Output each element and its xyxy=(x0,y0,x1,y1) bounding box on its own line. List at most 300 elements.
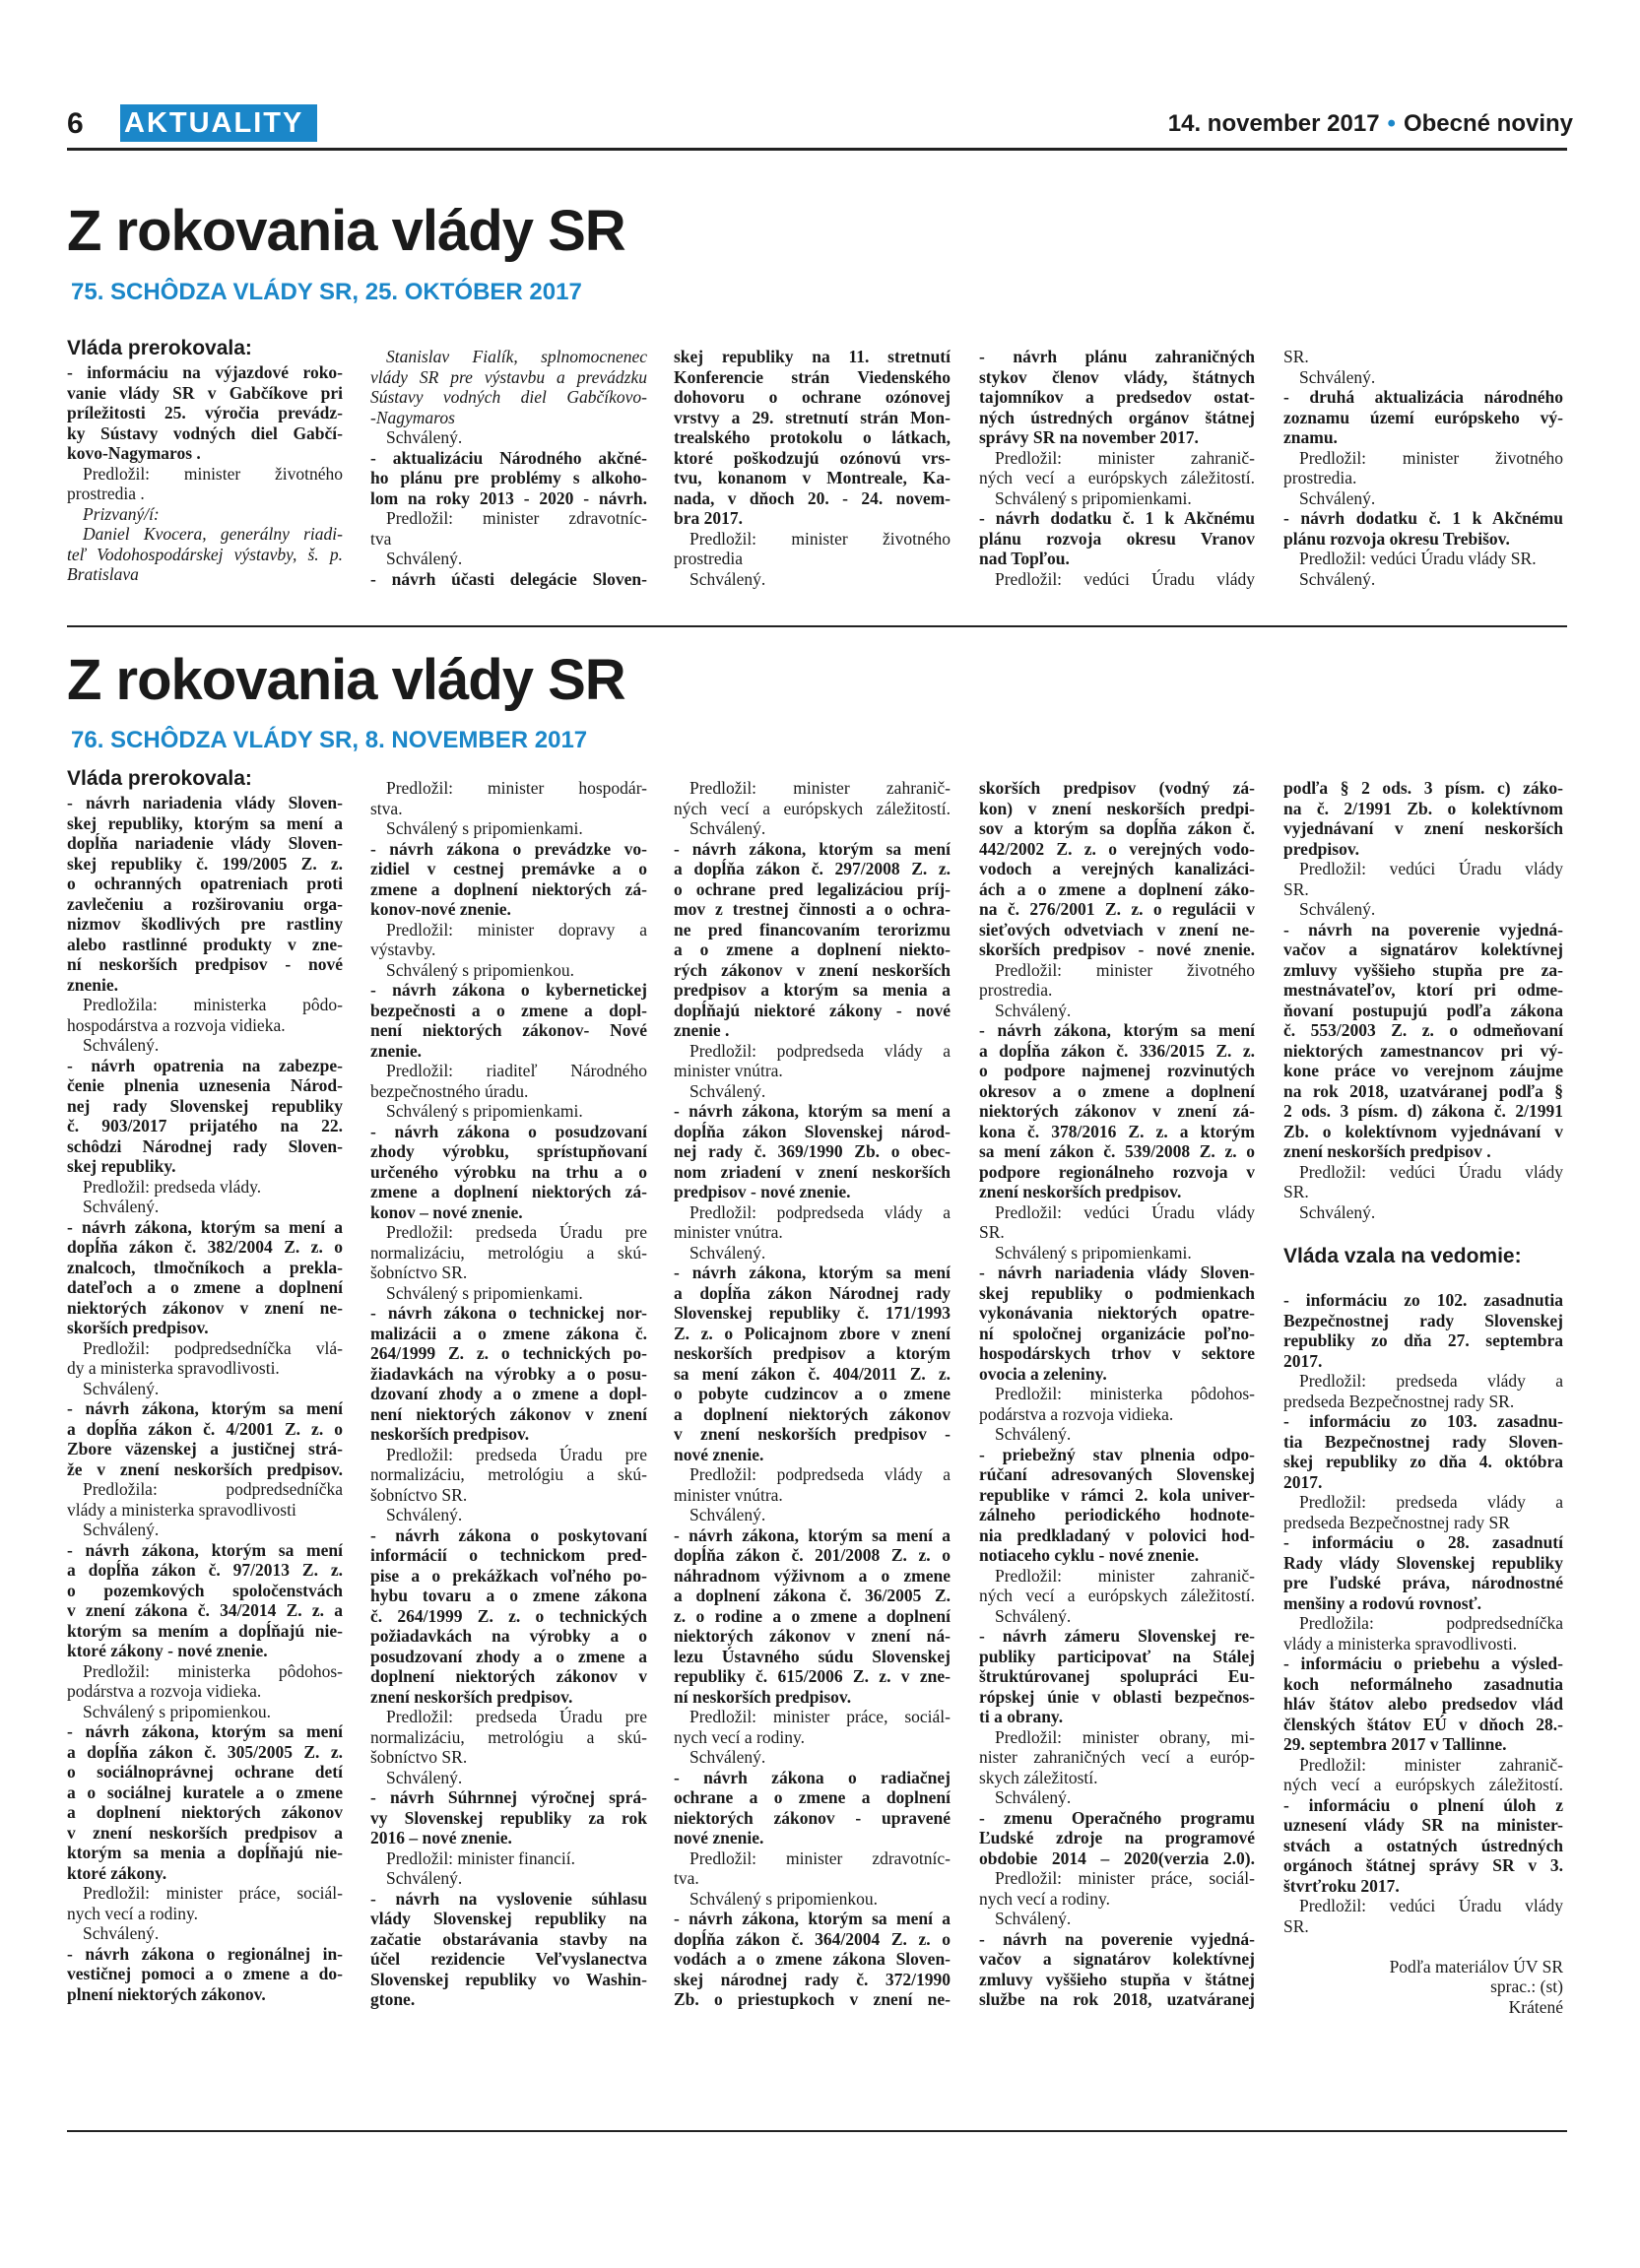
text-line: - zmenu Operačného programu xyxy=(979,1807,1255,1828)
text-line: ktoré zákony. xyxy=(67,1862,167,1883)
text-line: Schválený. xyxy=(386,1505,463,1524)
text-line: Predložil: vedúci Úradu vlády xyxy=(995,568,1255,589)
text-line: notiaceho cyklu - nové znenie. xyxy=(979,1545,1200,1565)
text-line: predpisov a ktorým sa menia a xyxy=(674,980,951,1000)
text-line: ných vecí a európskych záležitostí. xyxy=(979,1586,1255,1605)
text-line: - informáciu o priebehu a výsled- xyxy=(1283,1653,1563,1673)
article-2-col-4 xyxy=(979,778,1255,2010)
text-line: Predložil: minister hospodár- xyxy=(386,778,647,798)
text-line: - návrh na poverenie vyjedná- xyxy=(1283,919,1563,940)
text-line: Predložil: predseda Úradu pre xyxy=(386,1707,647,1726)
text-line: nych vecí a rodiny. xyxy=(674,1726,805,1747)
text-line: Schválený. xyxy=(386,427,463,447)
text-line: - informáciu zo 103. zasadnu- xyxy=(1283,1411,1563,1431)
text-line: SR. xyxy=(1283,1182,1309,1201)
text-line: vlády SR pre výstavbu a prevádzku xyxy=(370,366,647,387)
section-label: AKTUALITY xyxy=(120,104,317,142)
text-line: Schválený. xyxy=(995,1605,1072,1626)
text-line: skorších predpisov - nové znenie. xyxy=(979,940,1255,959)
text-line: Predložil: minister zahranič- xyxy=(1299,1754,1563,1775)
text-line: Schválený. xyxy=(689,818,766,838)
text-line: znení neskorších predpisov . xyxy=(1283,1141,1491,1161)
text-line: skej národnej rady č. 372/1990 xyxy=(674,1969,951,1989)
text-line: plánu rozvoja okresu Trebišov. xyxy=(1283,528,1510,549)
text-line: vodách a o zmene zákona Sloven- xyxy=(674,1949,951,1969)
article-2-col-1 xyxy=(67,765,343,2004)
text-line: - návrh nariadenia vlády Sloven- xyxy=(67,793,343,812)
text-line: konov – nové znenie. xyxy=(370,1201,523,1222)
text-line: Schválený. xyxy=(83,1197,160,1216)
text-line: malizácii a o zmene zákona č. xyxy=(370,1323,647,1343)
text-line: lezu Ústavného súdu Slovenskej xyxy=(674,1646,951,1666)
text-line: Schválený. xyxy=(689,1080,766,1101)
text-line: neskorších predpisov. xyxy=(370,1424,530,1444)
text-line: - aktualizáciu Národného akčné- xyxy=(370,447,647,468)
article-1-col-1 xyxy=(67,335,343,585)
text-line: Predložila: podpredsedníčka xyxy=(1299,1613,1563,1633)
text-line: niektorých zamestnancov pri vý- xyxy=(1283,1040,1563,1061)
text-line xyxy=(1283,1222,1563,1243)
text-line: Schválený. xyxy=(83,1923,160,1943)
text-line: Predložil: riaditeľ Národného xyxy=(386,1061,647,1080)
text-line: Predložil: predseda Úradu pre xyxy=(386,1222,647,1242)
text-line: skych záležitostí. xyxy=(979,1767,1098,1787)
text-line: - informáciu o 28. zasadnutí xyxy=(1283,1532,1563,1552)
text-line: není niektorých zákonov- Nové xyxy=(370,1020,647,1040)
text-line: a dopĺňa zákon Národnej rady xyxy=(674,1282,951,1303)
text-line: že v znení neskorších predpisov. xyxy=(67,1458,343,1479)
text-line: Predložil: minister životného xyxy=(1299,447,1563,468)
text-line: predpisov - nové znenie. xyxy=(674,1182,851,1201)
text-line: Stanislav Fialík, splnomocnenec xyxy=(386,347,647,366)
text-line: zmene a doplnení niektorých zá- xyxy=(370,878,647,899)
text-line: Schválený. xyxy=(83,1520,160,1539)
text-line: Predložil: minister práce, sociál- xyxy=(83,1883,343,1903)
text-line: Predložil: vedúci Úradu vlády xyxy=(1299,1896,1563,1915)
text-line: Ľudské zdroje na programové xyxy=(979,1828,1255,1847)
text-line: - návrh opatrenia na zabezpe- xyxy=(67,1055,343,1075)
text-line: 2017. xyxy=(1283,1471,1323,1492)
text-line: zavlečeniu a rozširovaniu orga- xyxy=(67,893,343,914)
text-line: orgánoch štátnej správy SR v 3. xyxy=(1283,1855,1563,1875)
text-line: nad Topľou. xyxy=(979,549,1070,568)
text-line: vodoch a verejných kanalizáci- xyxy=(979,859,1255,878)
text-line: ti a obrany. xyxy=(979,1707,1064,1726)
text-line: Schválený s pripomienkou. xyxy=(689,1888,879,1909)
text-line: znení neskorších predpisov. xyxy=(979,1182,1182,1201)
text-line: na č. 276/2001 Z. z. o regulácii v xyxy=(979,899,1255,919)
text-line: vačov a signatárov kolektívnej xyxy=(979,1949,1255,1969)
text-line: ní spoločnej organizácie poľno- xyxy=(979,1323,1255,1343)
text-line: SR. xyxy=(1283,347,1309,366)
text-line: - návrh na vyslovenie súhlasu xyxy=(370,1888,647,1909)
text-line: vlády Slovenskej republiky na xyxy=(370,1909,647,1928)
text-line: Schválený. xyxy=(995,1909,1072,1928)
text-line: správy SR na november 2017. xyxy=(979,427,1199,447)
text-line: Predložil: podpredsedníčka vlá- xyxy=(83,1337,343,1358)
text-line: Predložil: minister práce, sociál- xyxy=(689,1707,951,1726)
text-line: není niektorých zákonov v znení xyxy=(370,1403,647,1424)
text-line: Predložil: minister financií. xyxy=(386,1847,575,1868)
text-line: Schválený s pripomienkami. xyxy=(995,487,1192,508)
text-line: znení neskorších predpisov. xyxy=(370,1686,573,1707)
text-line: ne pred financovaním terorizmu xyxy=(674,919,951,940)
text-line: nizmov škodlivých pre rastliny xyxy=(67,914,343,934)
text-line: Predložil: ministerka pôdohos- xyxy=(83,1660,343,1681)
text-line: určeného výrobku na trhu a o xyxy=(370,1161,647,1182)
text-line: republike v rámci 2. kola univer- xyxy=(979,1484,1255,1505)
text-line: Schválený s pripomienkami. xyxy=(386,818,583,838)
text-line: tia Bezpečnostnej rady Sloven- xyxy=(1283,1431,1563,1452)
text-line: a doplnení niektorých zákonov xyxy=(674,1403,951,1424)
text-line: znenie . xyxy=(674,1020,730,1040)
text-line: Slovenskej republiky č. 171/1993 xyxy=(674,1303,951,1323)
text-line: Schválený. xyxy=(386,549,463,568)
text-line: skej republiky, ktorým sa mení a xyxy=(67,812,343,833)
text-line: zoznamu území európskeho vý- xyxy=(1283,407,1563,427)
column-heading: Vláda prerokovala: xyxy=(67,337,252,359)
text-line: Schválený. xyxy=(386,1767,463,1787)
text-line: mov z trestnej činnosti a o ochra- xyxy=(674,899,951,919)
text-line: Podľa materiálov ÚV SR xyxy=(1389,1956,1563,1976)
text-line: - návrh zákona o radiačnej xyxy=(674,1767,951,1787)
text-line: doplnení niektorých zákonov v xyxy=(370,1666,647,1686)
text-line: sprac.: (st) xyxy=(1490,1976,1563,1996)
text-line: Schválený. xyxy=(1299,1201,1376,1222)
text-line: vykonávania niektorých opatre- xyxy=(979,1303,1255,1323)
text-line: Predložil: predseda vlády. xyxy=(83,1176,262,1197)
text-line: Predložil: minister obrany, mi- xyxy=(995,1726,1255,1747)
text-line: a dopĺňa zákon č. 4/2001 Z. z. o xyxy=(67,1418,343,1439)
text-line: a dopĺňa zákon č. 336/2015 Z. z. xyxy=(979,1040,1255,1061)
text-line: hospodárskych trhov v sektore xyxy=(979,1343,1255,1363)
text-line: - druhá aktualizácia národného xyxy=(1283,387,1563,407)
text-line: ných ústredných orgánov štátnej xyxy=(979,407,1255,427)
text-line: - návrh dodatku č. 1 k Akčnému xyxy=(979,508,1255,528)
text-line: skej republiky zo dňa 4. októbra xyxy=(1283,1452,1563,1471)
text-line: znalcoch, tlmočníkoch a prekla- xyxy=(67,1257,343,1277)
text-line: - návrh účasti delegácie Sloven- xyxy=(370,568,647,589)
text-line: Predložil: minister životného xyxy=(83,463,343,484)
text-line: 2 ods. 3 písm. d) zákona č. 2/1991 xyxy=(1283,1101,1563,1121)
text-line: Predložil: minister životného xyxy=(689,528,951,549)
text-line: pre ľudské práva, národnostné xyxy=(1283,1573,1563,1592)
text-line: - informáciu zo 102. zasadnutia xyxy=(1283,1290,1563,1310)
text-line: Schválený s pripomienkou. xyxy=(83,1701,272,1721)
text-line: Predložil: ministerka pôdohos- xyxy=(995,1384,1255,1403)
text-line: sieťových odvetviach v znení ne- xyxy=(979,919,1255,940)
text-line: Predložil: predseda vlády a xyxy=(1299,1492,1563,1512)
text-line: zmene a doplnení niektorých zá- xyxy=(370,1182,647,1201)
text-line: Predložil: podpredseda vlády a xyxy=(689,1201,951,1222)
text-line: Schválený. xyxy=(995,1424,1072,1444)
text-line: Konferencie strán Viedenského xyxy=(674,366,951,387)
text-line: ných vecí a európskych záležitostí. xyxy=(1283,1775,1563,1794)
text-line: výstavby. xyxy=(370,940,436,959)
text-line: vestičnej pomoci a o zmene a do- xyxy=(67,1964,343,1983)
text-line: nia predkladaný v polovici hod- xyxy=(979,1524,1255,1545)
separator-dot: • xyxy=(1387,110,1396,137)
text-line: ky Sústavy vodných diel Gabčí- xyxy=(67,422,343,443)
text-line: požiadavkách na výrobky a o xyxy=(370,1626,647,1646)
text-line: Predložil: minister dopravy a xyxy=(386,919,647,940)
text-line: nové znenie. xyxy=(674,1444,764,1464)
text-line: - informáciu na výjazdové roko- xyxy=(67,362,343,382)
text-line: Predložil: podpredseda vlády a xyxy=(689,1464,951,1484)
text-line: rópskej únie v oblasti bezpečnos- xyxy=(979,1686,1255,1707)
text-line: o ochrane pred legalizáciou príj- xyxy=(674,878,951,899)
text-line: podárstva a rozvoja vidieka. xyxy=(979,1403,1174,1424)
publication-name: Obecné noviny xyxy=(1403,110,1573,137)
text-line: normalizáciu, metrológiu a skú- xyxy=(370,1242,647,1263)
text-line: vy Slovenskej republiky za rok xyxy=(370,1807,647,1828)
text-line: Z. z. o Policajnom zbore v znení xyxy=(674,1323,951,1343)
text-line: Predložil: minister zdravotníc- xyxy=(386,508,647,528)
text-line: plánu rozvoja okresu Vranov xyxy=(979,528,1255,549)
text-line: zmluvy vyššieho stupňa v štátnej xyxy=(979,1969,1255,1989)
text-line: Rady vlády Slovenskej republiky xyxy=(1283,1552,1563,1573)
text-line: republiky č. 615/2006 Z. z. v zne- xyxy=(674,1666,951,1686)
text-line: mestnávateľov, ktorí pri odme- xyxy=(1283,980,1563,1000)
text-line: Schválený s pripomienkami. xyxy=(995,1242,1192,1263)
text-line: ktorým sa menia a dopĺňajú nie- xyxy=(67,1843,343,1862)
text-line: 2016 – nové znenie. xyxy=(370,1828,512,1847)
text-line: Schválený. xyxy=(1299,899,1376,919)
text-line: prostredia . xyxy=(67,484,145,503)
text-line: o sociálnoprávnej ochrane detí xyxy=(67,1762,343,1782)
text-line: a o sociálnej kuratele a o zmene xyxy=(67,1782,343,1802)
text-line: hláv štátov alebo predsedov vlád xyxy=(1283,1694,1563,1714)
text-line: - návrh zákona, ktorým sa mení a xyxy=(67,1216,343,1237)
text-line: Predložil: vedúci Úradu vlády xyxy=(995,1201,1255,1222)
text-line: na rok 2018, uzatváranej podľa § xyxy=(1283,1080,1563,1101)
text-line: tva xyxy=(370,528,392,549)
text-line: Schválený. xyxy=(689,1747,766,1767)
text-line: v znení zákona č. 34/2014 Z. z. a xyxy=(67,1600,343,1620)
text-line: Zb. o priestupkoch v znení ne- xyxy=(674,1989,951,2009)
text-line: - návrh dodatku č. 1 k Akčnému xyxy=(1283,508,1563,528)
text-line: a doplnení niektorých zákonov xyxy=(67,1802,343,1822)
text-line: prostredia. xyxy=(1283,468,1357,487)
text-line: bezpečnosti a o zmene a dopl- xyxy=(370,1000,647,1020)
text-line: Predložil: minister zahranič- xyxy=(689,778,951,798)
text-line: - návrh zákona o kybernetickej xyxy=(370,980,647,1000)
text-line: podpore regionálneho rozvoja v xyxy=(979,1161,1255,1182)
text-line: čenie plnenia uznesenia Národ- xyxy=(67,1075,343,1095)
article-1-col-4 xyxy=(979,347,1255,589)
text-line: predpisov. xyxy=(1283,838,1359,859)
text-line: dopĺňa zákon č. 364/2004 Z. z. o xyxy=(674,1928,951,1949)
text-line: vyjednávaní v znení neskorších xyxy=(1283,818,1563,838)
text-line: Schválený. xyxy=(83,1378,160,1398)
text-line: o pozemkových spoločenstvách xyxy=(67,1580,343,1600)
text-line: č. 903/2017 prijatého na 22. xyxy=(67,1116,343,1135)
text-line: a dopĺňa zákon č. 305/2005 Z. z. xyxy=(67,1741,343,1762)
text-line: štruktúrovanej spolupráci Eu- xyxy=(979,1666,1255,1686)
article-1-col-2 xyxy=(370,347,647,589)
text-line: - návrh Súhrnnej výročnej sprá- xyxy=(370,1787,647,1807)
text-line: rých zákonov v znení neskorších xyxy=(674,959,951,980)
text-line: dzovaní zhody a o zmene a dopl- xyxy=(370,1384,647,1403)
text-line: bezpečnostného úradu. xyxy=(370,1080,529,1101)
text-line: - návrh zákona, ktorým sa mení a xyxy=(674,1524,951,1545)
text-line: tva. xyxy=(674,1868,699,1888)
text-line: dopĺňajú niektoré zákony - nové xyxy=(674,1000,951,1020)
text-line: rúčaní adresovaných Slovenskej xyxy=(979,1464,1255,1484)
text-line: 29. septembra 2017 v Tallinne. xyxy=(1283,1734,1507,1754)
text-line: Predložil: minister práce, sociál- xyxy=(995,1868,1255,1888)
text-line: - návrh zámeru Slovenskej re- xyxy=(979,1626,1255,1646)
text-line: podľa § 2 ods. 3 písm. c) záko- xyxy=(1283,778,1563,798)
text-line: Schválený. xyxy=(83,1035,160,1055)
text-line: účel rezidencie Veľvyslanectva xyxy=(370,1949,647,1969)
text-line: stykov členov vlády, štátnych xyxy=(979,366,1255,387)
text-line: normalizáciu, metrológiu a skú- xyxy=(370,1726,647,1747)
text-line: niektorých zákonov v znení zá- xyxy=(979,1101,1255,1121)
text-line: konov-nové znenie. xyxy=(370,899,511,919)
header-rule xyxy=(67,148,1567,151)
text-line: prostredia. xyxy=(979,980,1053,1000)
text-line: dopĺňa zákon Slovenskej národ- xyxy=(674,1121,951,1141)
text-line: menšiny a rodovú rovnosť. xyxy=(1283,1592,1482,1613)
text-line: zhody výrobku, sprístupňovaní xyxy=(370,1141,647,1161)
text-line: ktoré poškodzujú ozónovú vrs- xyxy=(674,447,951,468)
text-line: - návrh zákona o prevádzke vo- xyxy=(370,838,647,859)
text-line: ktorým sa mením a dopĺňajú nie- xyxy=(67,1620,343,1641)
text-line: alebo rastlinné produkty v zne- xyxy=(67,934,343,954)
text-line: - návrh na poverenie vyjedná- xyxy=(979,1928,1255,1949)
text-line: znenie. xyxy=(370,1040,423,1061)
text-line: teľ Vodohospodárskej výstavby, š. p. xyxy=(67,544,343,564)
text-line: niektorých zákonov - upravené xyxy=(674,1807,951,1828)
text-line: na č. 2/1991 Zb. o kolektívnom xyxy=(1283,798,1563,818)
text-line: prostredia xyxy=(674,549,743,568)
text-line: - návrh zákona, ktorým sa mení xyxy=(67,1721,343,1741)
text-line: Schválený. xyxy=(1299,568,1376,589)
text-line: Predložila: podpredsedníčka xyxy=(83,1479,343,1499)
text-line: nister zahraničných vecí a európ- xyxy=(979,1747,1255,1767)
text-line: trealského protokolu o látkach, xyxy=(674,427,951,447)
text-line: tvu, konanom v Montreale, Ka- xyxy=(674,468,951,487)
text-line: Zb. o kolektívnom vyjednávaní v xyxy=(1283,1121,1563,1141)
text-line: dopĺňa nariadenie vlády Sloven- xyxy=(67,833,343,853)
text-line: bra 2017. xyxy=(674,508,743,528)
text-line: službe na rok 2018, uzatváranej xyxy=(979,1989,1255,2009)
text-line: v znení neskorších predpisov - xyxy=(674,1424,951,1444)
text-line: ho plánu pre problémy s alkoho- xyxy=(370,468,647,487)
text-line: a dopĺňa zákon č. 97/2013 Z. z. xyxy=(67,1560,343,1580)
article-2-subtitle: 76. SCHÔDZA VLÁDY SR, 8. NOVEMBER 2017 xyxy=(71,727,588,753)
text-line: Predložil: predseda vlády a xyxy=(1299,1371,1563,1391)
text-line: znamu. xyxy=(1283,427,1338,447)
text-line: o podpore najmenej rozvinutých xyxy=(979,1061,1255,1080)
article-2-title: Z rokovania vlády SR xyxy=(67,648,625,712)
text-line: niektorých zákonov v znení ne- xyxy=(67,1297,343,1318)
text-line: SR. xyxy=(979,1222,1005,1242)
text-line: minister vnútra. xyxy=(674,1222,783,1242)
text-line: znenie. xyxy=(67,974,119,995)
text-line: hybu tovaru a o zmene zákona xyxy=(370,1586,647,1605)
text-line: dy a ministerka spravodlivosti. xyxy=(67,1358,280,1378)
article-2-col-5 xyxy=(1283,778,1563,2017)
text-line: hospodárstva a rozvoja vidieka. xyxy=(67,1014,286,1035)
text-line: - návrh zákona, ktorým sa mení a xyxy=(674,1909,951,1928)
text-line: a o zmene a doplnení niekto- xyxy=(674,940,951,959)
text-line: Zbore väzenskej a justičnej strá- xyxy=(67,1439,343,1458)
text-line: vanie vlády SR v Gabčíkove pri xyxy=(67,382,343,403)
text-line: č. 553/2003 Z. z. o odmeňovaní xyxy=(1283,1020,1563,1040)
text-line: Predložil: vedúci Úradu vlády xyxy=(1299,1161,1563,1182)
text-line: gtone. xyxy=(370,1989,416,2009)
text-line: vačov a signatárov kolektívnej xyxy=(1283,940,1563,959)
text-line: zálneho periodického hodnote- xyxy=(979,1505,1255,1524)
text-line: Schválený. xyxy=(689,1242,766,1263)
text-line: zidiel v cestnej premávke a o xyxy=(370,859,647,878)
text-line: 2017. xyxy=(1283,1350,1323,1371)
text-line: - návrh zákona, ktorým sa mení xyxy=(674,1263,951,1282)
text-line: - návrh zákona, ktorým sa mení xyxy=(67,1539,343,1560)
article-1-col-5 xyxy=(1283,347,1563,589)
text-line: Bezpečnostnej rady Slovenskej xyxy=(1283,1310,1563,1330)
text-line: sov a ktorým sa dopĺňa zákon č. xyxy=(979,818,1255,838)
text-line: posudzovaní zhody a o zmene a xyxy=(370,1646,647,1666)
text-line: skej republiky č. 199/2005 Z. z. xyxy=(67,853,343,874)
text-line: kovo-Nagymaros . xyxy=(67,443,201,463)
text-line: ní neskorších predpisov - nové xyxy=(67,954,343,974)
text-line: dopĺňa zákon č. 382/2004 Z. z. o xyxy=(67,1237,343,1257)
text-line: začatie obstarávania stavby na xyxy=(370,1928,647,1949)
issue-info xyxy=(1168,108,1573,140)
text-line: Predložil: minister zdravotníc- xyxy=(689,1847,951,1868)
text-line: náhradnom výživnom a o zmene xyxy=(674,1565,951,1586)
text-line: publiky participovať na Stálej xyxy=(979,1646,1255,1666)
text-line: a dopĺňa zákon č. 297/2008 Z. z. xyxy=(674,859,951,878)
text-line: Predložil: vedúci Úradu vlády xyxy=(1299,859,1563,878)
text-line: stva. xyxy=(370,798,403,818)
text-line xyxy=(1283,1270,1563,1291)
text-line: SR. xyxy=(1283,1915,1309,1936)
text-line: z. o rodine a o zmene a doplnení xyxy=(674,1605,951,1626)
text-line xyxy=(1283,1936,1563,1957)
text-line: Schválený. xyxy=(689,568,766,589)
text-line: kon) v znení neskorších predpi- xyxy=(979,798,1255,818)
text-line: predseda Bezpečnostnej rady SR xyxy=(1283,1512,1510,1532)
text-line: šobníctvo SR. xyxy=(370,1263,468,1282)
text-line: - návrh zákona o poskytovaní xyxy=(370,1524,647,1545)
text-line: republiky zo dňa 27. septembra xyxy=(1283,1330,1563,1350)
text-line: zmluvy vyššieho stupňa pre za- xyxy=(1283,959,1563,980)
text-line: príležitosti 25. výročia prevádz- xyxy=(67,403,343,422)
text-line: minister vnútra. xyxy=(674,1061,783,1080)
text-line: ní neskorších predpisov. xyxy=(674,1686,852,1707)
text-line: Predložila: ministerka pôdo- xyxy=(83,995,343,1014)
text-line: 442/2002 Z. z. o verejných vodo- xyxy=(979,838,1255,859)
text-line: - návrh zákona o technickej nor- xyxy=(370,1303,647,1323)
text-line: ňovaní postupujú podľa zákona xyxy=(1283,1000,1563,1020)
article-1-title: Z rokovania vlády SR xyxy=(67,199,625,263)
text-line: ovocia a zeleniny. xyxy=(979,1363,1107,1384)
text-line: Schválený. xyxy=(689,1505,766,1524)
text-line: šobníctvo SR. xyxy=(370,1747,468,1767)
text-line: Sústavy vodných diel Gabčíkovo- xyxy=(370,387,647,407)
text-line: - návrh zákona, ktorým sa mení a xyxy=(674,1101,951,1121)
page-number: 6 xyxy=(67,107,84,140)
text-line: - návrh nariadenia vlády Sloven- xyxy=(979,1263,1255,1282)
text-line: štvrťroku 2017. xyxy=(1283,1875,1400,1896)
text-line: Schválený s pripomienkou. xyxy=(386,959,575,980)
text-line: Predložil: minister zahranič- xyxy=(995,1565,1255,1586)
text-line: dohovoru o ochrane ozónovej xyxy=(674,387,951,407)
